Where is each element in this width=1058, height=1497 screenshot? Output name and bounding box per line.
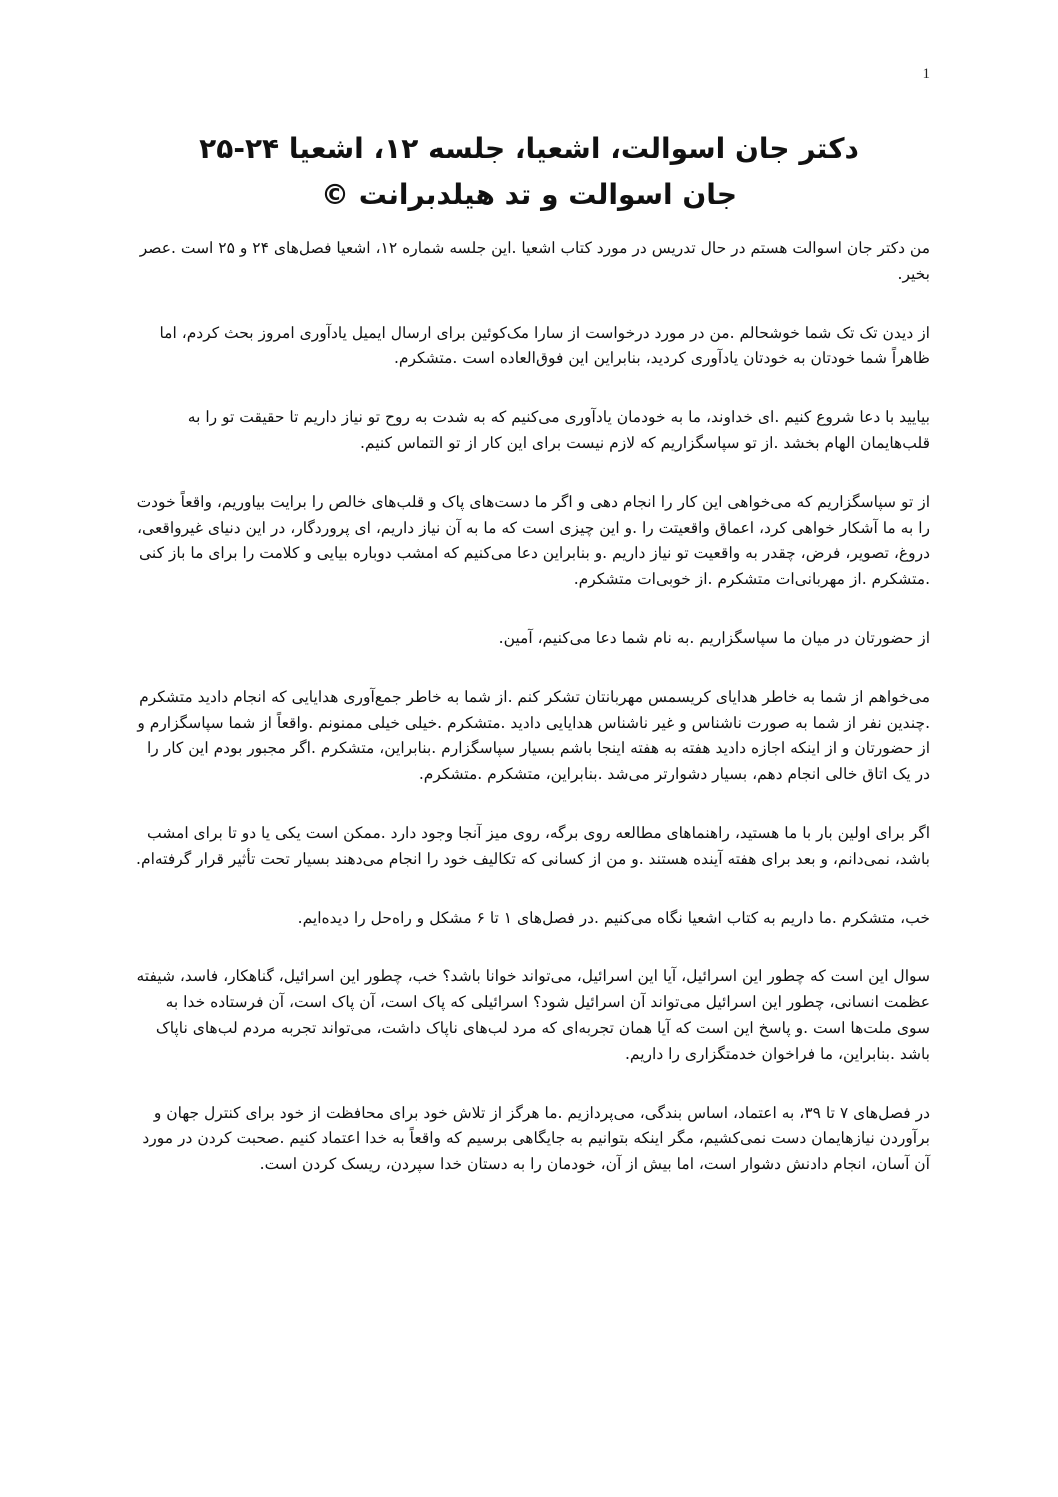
paragraph-chapters-7-39: در فصل‌های ۷ تا ۳۹، به اعتماد، اساس بندگی، می‌پردازیم .ما هرگز از تلاش خود برای محافظت از خود برای کنترل جهان و برآوردن نیازهایمان دست نمی‌کشیم، مگر اینکه بتوانیم به جایگاهی برسیم که واقعاً به خدا اعتماد کنیم .صحبت کردن در مورد آن آسان، انجام دادنش دشوار است، اما بیش از آن، خودمان را به دستان خدا سپردن، ریسک کردن است. [142, 1103, 930, 1174]
title-line-2: جان اسوالت و تد هیلدبرانت © [321, 178, 737, 211]
paragraph-prayer-start: بیایید با دعا شروع کنیم .ای خداوند، ما به خودمان یادآوری می‌کنیم که به شدت به روح تو نیاز داریم تا حقیقت تو را به قلب‌هایمان الهام بخشد .از تو سپاسگزاریم که لازم نیست برای این کار از تو التماس کنیم. [187, 408, 930, 452]
paragraph-thanks: می‌خواهم از شما به خاطر هدایای کریسمس مهربانتان تشکر کنم .از شما به خاطر جمع‌آوری هدایایی که انجام دادید متشکرم .چندین نفر از شما به صورت ناشناس و غیر ناشناس هدایایی دادید .متشکرم .خیلی خیلی ممنونم .واقعاً از شما سپاسگزارم و از حضورتان و از اینکه اجازه دادید هفته به هفته اینجا باشم بسیار سپاسگزارم .بنابراین، متشکرم .اگر مجبور بودم این کار را در یک اتاق خالی انجام دهم، بسیار دشوارتر می‌شد .بنابراین، متشکرم .متشکرم. [137, 687, 930, 784]
paragraph-prayer-end: از حضورتان در میان ما سپاسگزاریم .به نام شما دعا می‌کنیم، آمین. [498, 628, 930, 647]
paragraph-chapters-1-6: خب، متشکرم .ما داریم به کتاب اشعیا نگاه می‌کنیم .در فصل‌های ۱ تا ۶ مشکل و راه‌حل را دیده‌ایم. [297, 908, 930, 927]
body-text [128, 236, 930, 1211]
document-title [128, 126, 930, 218]
page-number: 1 [922, 66, 930, 82]
paragraph-israel-question: سوال این است که چطور این اسرائیل، آیا این اسرائیل، می‌تواند خوانا باشد؟ خب، چطور این اسرائیل، گناهکار، فاسد، شیفته عظمت انسانی، چطور این اسرائیل می‌تواند آن اسرائیل شود؟ اسرائیلی که پاک است، آن پاک است، آن فرستاده خدا به سوی ملت‌ها است .و پاسخ این است که آیا همان تجربه‌ای که مرد لب‌های ناپاک داشت، می‌تواند تجربه مردم لب‌های ناپاک باشد .بنابراین، ما فراخوان خدمتگزاری را داریم. [136, 967, 930, 1063]
paragraph-prayer-body: از تو سپاسگزاریم که می‌خواهی این کار را انجام دهی و اگر ما دست‌های پاک و قلب‌های خالص را برایت بیاوریم، واقعاً خودت را به ما آشکار خواهی کرد، اعماق واقعیتت را .و این چیزی است که ما به آن نیاز داریم، ای پروردگار، در این دنیای غیرواقعی، دروغ، تصویر، فرض، چقدر به واقعیت تو نیاز داریم .و بنابراین دعا می‌کنیم که امشب دوباره بیایی و کلامت را برای ما باز کنی .متشکرم .از مهربانی‌ات متشکرم .از خوبی‌ات متشکرم. [136, 492, 930, 589]
paragraph-greeting: از دیدن تک تک شما خوشحالم .من در مورد درخواست از سارا مک‌کوئین برای ارسال ایمیل یادآوری امروز بحث کردم، اما ظاهراً شما خودتان به خودتان یادآوری کردید، بنابراین این فوق‌العاده است .متشکرم. [159, 323, 930, 368]
title-line-1: دکتر جان اسوالت، اشعیا، جلسه ۱۲، اشعیا ۲۴-۲۵ [199, 132, 859, 165]
paragraph-study-guides: اگر برای اولین بار با ما هستید، راهنماهای مطالعه روی برگه، روی میز آنجا وجود دارد .ممکن است یکی یا دو تا برای امشب باشد، نمی‌دانم، و بعد برای هفته آینده هستند .و من از کسانی که تکالیف خود را انجام می‌دهند بسیار تحت تأثیر قرار گرفته‌ام. [136, 823, 930, 868]
paragraph-intro: من دکتر جان اسوالت هستم در حال تدریس در مورد کتاب اشعیا .این جلسه شماره ۱۲، اشعیا فصل‌های ۲۴ و ۲۵ است .عصر بخیر. [139, 239, 930, 283]
